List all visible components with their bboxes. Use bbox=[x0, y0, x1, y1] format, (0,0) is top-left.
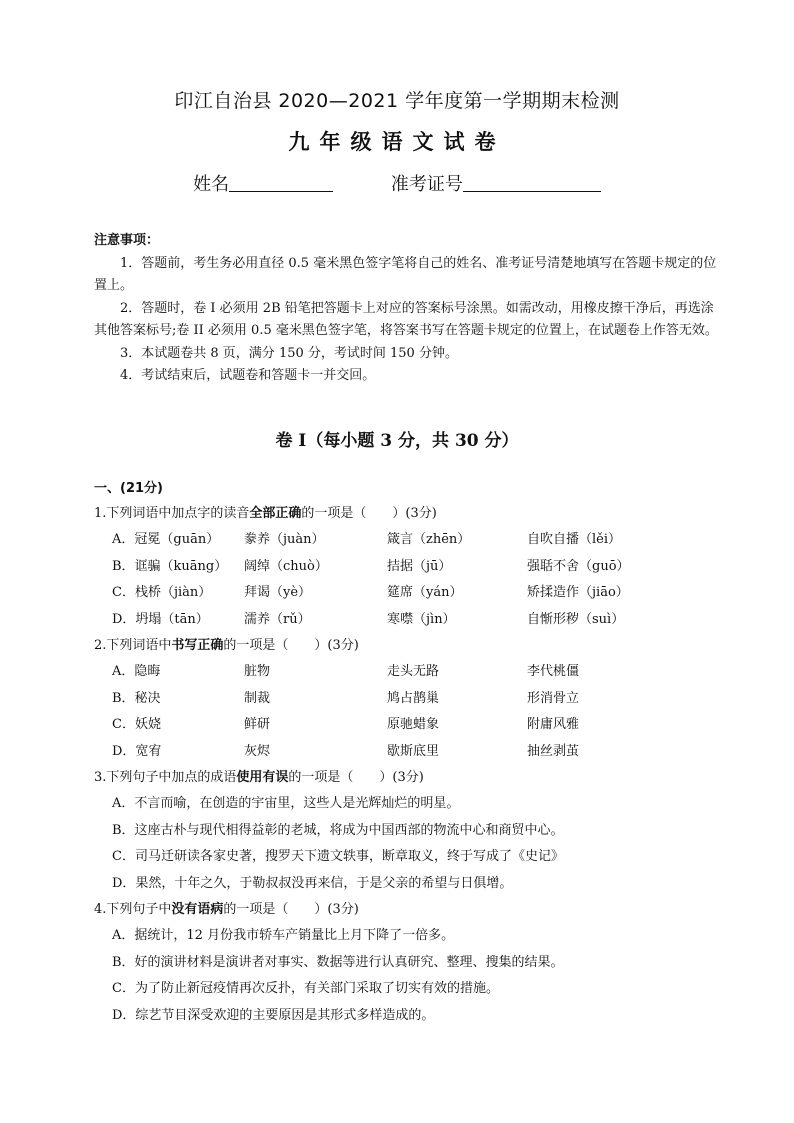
id-label: 准考证号 bbox=[390, 174, 463, 195]
answer-sentence: B．这座古朴与现代相得益彰的老城，将成为中国西部的物流中心和商贸中心。 bbox=[112, 822, 564, 838]
question-1 bbox=[94, 501, 722, 527]
option-row bbox=[94, 686, 722, 713]
answer-sentence: A．据统计，12 月份我市轿车产销量比上月下降了一倍多。 bbox=[112, 928, 455, 943]
instruction-item: 4．考试结束后，试题卷和答题卡一并交回。 bbox=[120, 368, 376, 383]
option-cell: 濡养（rǔ） bbox=[244, 611, 311, 627]
option-cell: 自惭形秽（suì） bbox=[527, 611, 625, 627]
question-emphasis: 全部正确 bbox=[249, 506, 302, 521]
option-cell: 抽丝剥茧 bbox=[527, 743, 580, 759]
question-text: 的一项是（ ）(3分) bbox=[223, 902, 359, 917]
instructions-heading: 注意事项： bbox=[94, 233, 160, 248]
option-cell: 矫揉造作（jiāo） bbox=[527, 585, 629, 600]
option-cell: A．冠冕（guān） bbox=[112, 532, 220, 547]
question-text: 的一项是（ ）(3分) bbox=[288, 770, 424, 785]
option-row bbox=[94, 580, 722, 607]
option-cell: 豢养（juàn） bbox=[244, 532, 325, 547]
question-emphasis: 没有语病 bbox=[171, 902, 224, 917]
option-cell: 形消骨立 bbox=[527, 690, 580, 706]
section-title: 卷 I（每小题 3 分，共 30 分） bbox=[275, 431, 519, 451]
answer-sentence: B．好的演讲材料是演讲者对事实、数据等进行认真研究、整理、搜集的结果。 bbox=[112, 954, 564, 970]
option-cell: 李代桃僵 bbox=[527, 664, 580, 679]
option-cell: B．诓骗（kuāng） bbox=[112, 558, 228, 574]
instructions bbox=[94, 230, 722, 388]
option-cell: D．坍塌（tān） bbox=[112, 611, 209, 627]
question-text: 的一项是（ ）(3分) bbox=[301, 506, 437, 521]
option-cell: 强聒不舍（guō） bbox=[527, 558, 630, 574]
option-cell: 原驰蜡象 bbox=[387, 717, 440, 732]
answer-sentence: A．不言而喻，在创造的宇宙里，这些人是光辉灿烂的明星。 bbox=[112, 796, 460, 811]
student-info-line bbox=[0, 170, 794, 196]
option-row bbox=[94, 712, 722, 739]
option-cell: 阔绰（chuò） bbox=[244, 558, 328, 574]
answer-sentence: C．司马迁研读各家史著，搜罗天下遗文轶事，断章取义，终于写成了《史记》 bbox=[112, 849, 564, 864]
question-text: 3.下列句子中加点的成语 bbox=[94, 770, 237, 785]
question-2 bbox=[94, 633, 722, 659]
question-emphasis: 书写正确 bbox=[171, 638, 224, 653]
option-cell: 脏物 bbox=[244, 664, 271, 679]
option-cell: 拜谒（yè） bbox=[244, 585, 312, 600]
question-3 bbox=[94, 765, 722, 791]
option-cell: C．妖娆 bbox=[112, 717, 161, 732]
exam-title: 印江自治县 2020—2021 学年度第一学期期末检测 bbox=[174, 90, 620, 112]
option-cell: D．宽宥 bbox=[112, 743, 162, 759]
option-row bbox=[94, 659, 722, 686]
option-row bbox=[94, 527, 722, 554]
answer-sentence: D．果然，十年之久，于勒叔叔没再来信，于是父亲的希望与日俱增。 bbox=[112, 875, 513, 891]
question-text: 1.下列词语中加点字的读音 bbox=[94, 506, 250, 521]
option-cell: 自吹自播（lěi） bbox=[527, 532, 622, 547]
option-cell: 箴言（zhēn） bbox=[387, 532, 471, 547]
question-4 bbox=[94, 897, 722, 923]
option-cell: 走头无路 bbox=[387, 664, 440, 679]
id-blank bbox=[463, 173, 601, 192]
option-cell: 附庸风雅 bbox=[527, 717, 580, 732]
answer-sentence: D．综艺节目深受欢迎的主要原因是其形式多样造成的。 bbox=[112, 1007, 435, 1023]
question-emphasis: 使用有误 bbox=[236, 770, 289, 785]
option-cell: 鲜研 bbox=[244, 717, 271, 732]
question-text: 4.下列句子中 bbox=[94, 902, 172, 917]
name-blank bbox=[229, 173, 333, 192]
part-label: 一、(21分) bbox=[94, 481, 163, 496]
instruction-item: 3．本试题卷共 8 页，满分 150 分，考试时间 150 分钟。 bbox=[120, 345, 458, 361]
instruction-item: 1．答题前，考生务必用直径 0.5 毫米黑色签字笔将自己的姓名、准考证号清楚地填写在答题卡规定的位置上。 bbox=[94, 255, 717, 293]
option-cell: B．秘决 bbox=[112, 690, 161, 706]
exam-subtitle: 九年级语文试卷 bbox=[288, 130, 506, 154]
option-row bbox=[94, 739, 722, 766]
option-cell: 鸠占鹊巢 bbox=[387, 690, 440, 706]
question-text: 2.下列词语中 bbox=[94, 638, 172, 653]
question-text: 的一项是（ ）(3分) bbox=[223, 638, 359, 653]
questions-area bbox=[94, 477, 722, 1029]
option-cell: 歇斯底里 bbox=[387, 743, 440, 759]
option-cell: 拮据（jū） bbox=[387, 558, 452, 574]
option-cell: C．栈桥（jiàn） bbox=[112, 585, 212, 600]
option-row bbox=[94, 607, 722, 634]
option-row bbox=[94, 554, 722, 581]
option-cell: 制裁 bbox=[244, 690, 271, 706]
option-cell: 筵席（yán） bbox=[387, 585, 463, 600]
option-cell: 灰烬 bbox=[244, 743, 271, 759]
name-label: 姓名 bbox=[193, 174, 230, 195]
instruction-item: 2．答题时，卷 I 必须用 2B 铅笔把答题卡上对应的答案标号涂黑。如需改动，用橡皮擦干净后，再选涂其他答案标号;卷 II 必须用 0.5 毫米黑色签字笔，将答案书写在答题卡规定的位置上，在试题卷上作答无效。 bbox=[94, 300, 718, 338]
answer-sentence: C．为了防止新冠疫情再次反扑，有关部门采取了切实有效的措施。 bbox=[112, 981, 499, 996]
option-cell: 寒噤（jìn） bbox=[387, 611, 456, 627]
option-cell: A．隐晦 bbox=[112, 664, 161, 679]
